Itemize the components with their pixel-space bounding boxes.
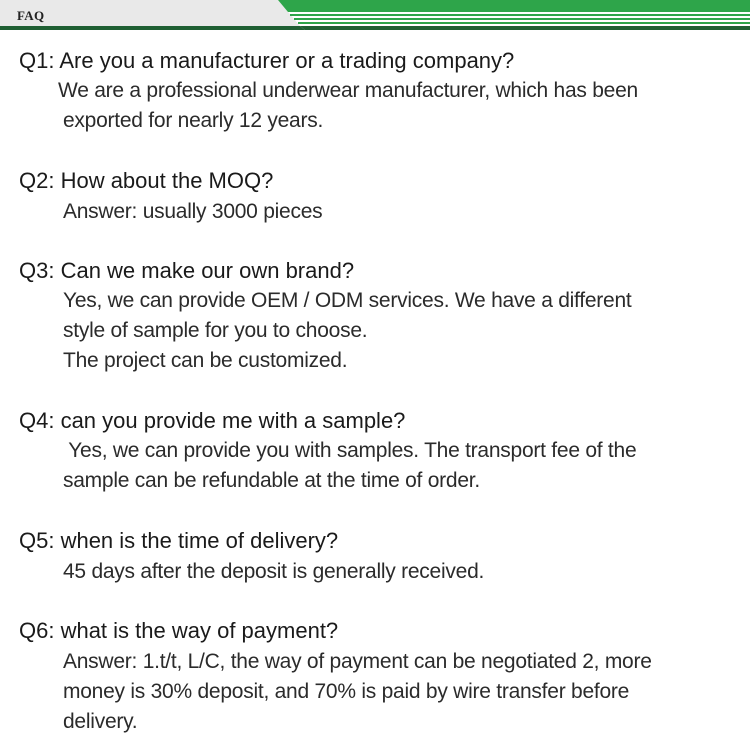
faq-answer	[63, 647, 733, 737]
faq-question: Q6: what is the way of payment?	[19, 618, 339, 643]
faq-answer-line: The project can be customized.	[63, 349, 348, 372]
faq-answer-line: Answer: 1.t/t, L/C, the way of payment can be negotiated 2, more	[63, 650, 652, 673]
faq-answer	[63, 197, 733, 227]
faq-question: Q2: How about the MOQ?	[19, 168, 274, 193]
faq-question: Q5: when is the time of delivery?	[19, 528, 339, 553]
faq-answer-line: We are a professional underwear manufacturer, which has been	[58, 79, 638, 102]
faq-question: Q1: Are you a manufacturer or a trading company?	[19, 48, 515, 73]
faq-answer	[63, 436, 733, 496]
faq-answer	[63, 557, 733, 587]
faq-answer	[63, 286, 733, 376]
faq-question: Q3: Can we make our own brand?	[19, 258, 355, 283]
faq-answer-line: style of sample for you to choose.	[63, 319, 368, 342]
faq-header-bar	[0, 0, 750, 34]
faq-answer-line: 45 days after the deposit is generally received.	[63, 560, 485, 583]
faq-answer-line: exported for nearly 12 years.	[63, 109, 324, 132]
faq-question: Q4: can you provide me with a sample?	[19, 408, 406, 433]
faq-answer-line: Yes, we can provide OEM / ODM services. We have a different	[63, 289, 632, 312]
faq-answer-line: Yes, we can provide you with samples. The transport fee of the	[63, 439, 637, 462]
faq-answer-line: delivery.	[63, 710, 138, 733]
faq-header-label: FAQ	[17, 8, 45, 23]
faq-answer-line: money is 30% deposit, and 70% is paid by wire transfer before	[63, 680, 630, 703]
faq-answer-line: Answer: usually 3000 pieces	[63, 200, 323, 223]
header-stripes-graphic	[0, 0, 750, 34]
faq-answer-line: sample can be refundable at the time of order.	[63, 469, 480, 492]
faq-answer	[58, 76, 728, 136]
